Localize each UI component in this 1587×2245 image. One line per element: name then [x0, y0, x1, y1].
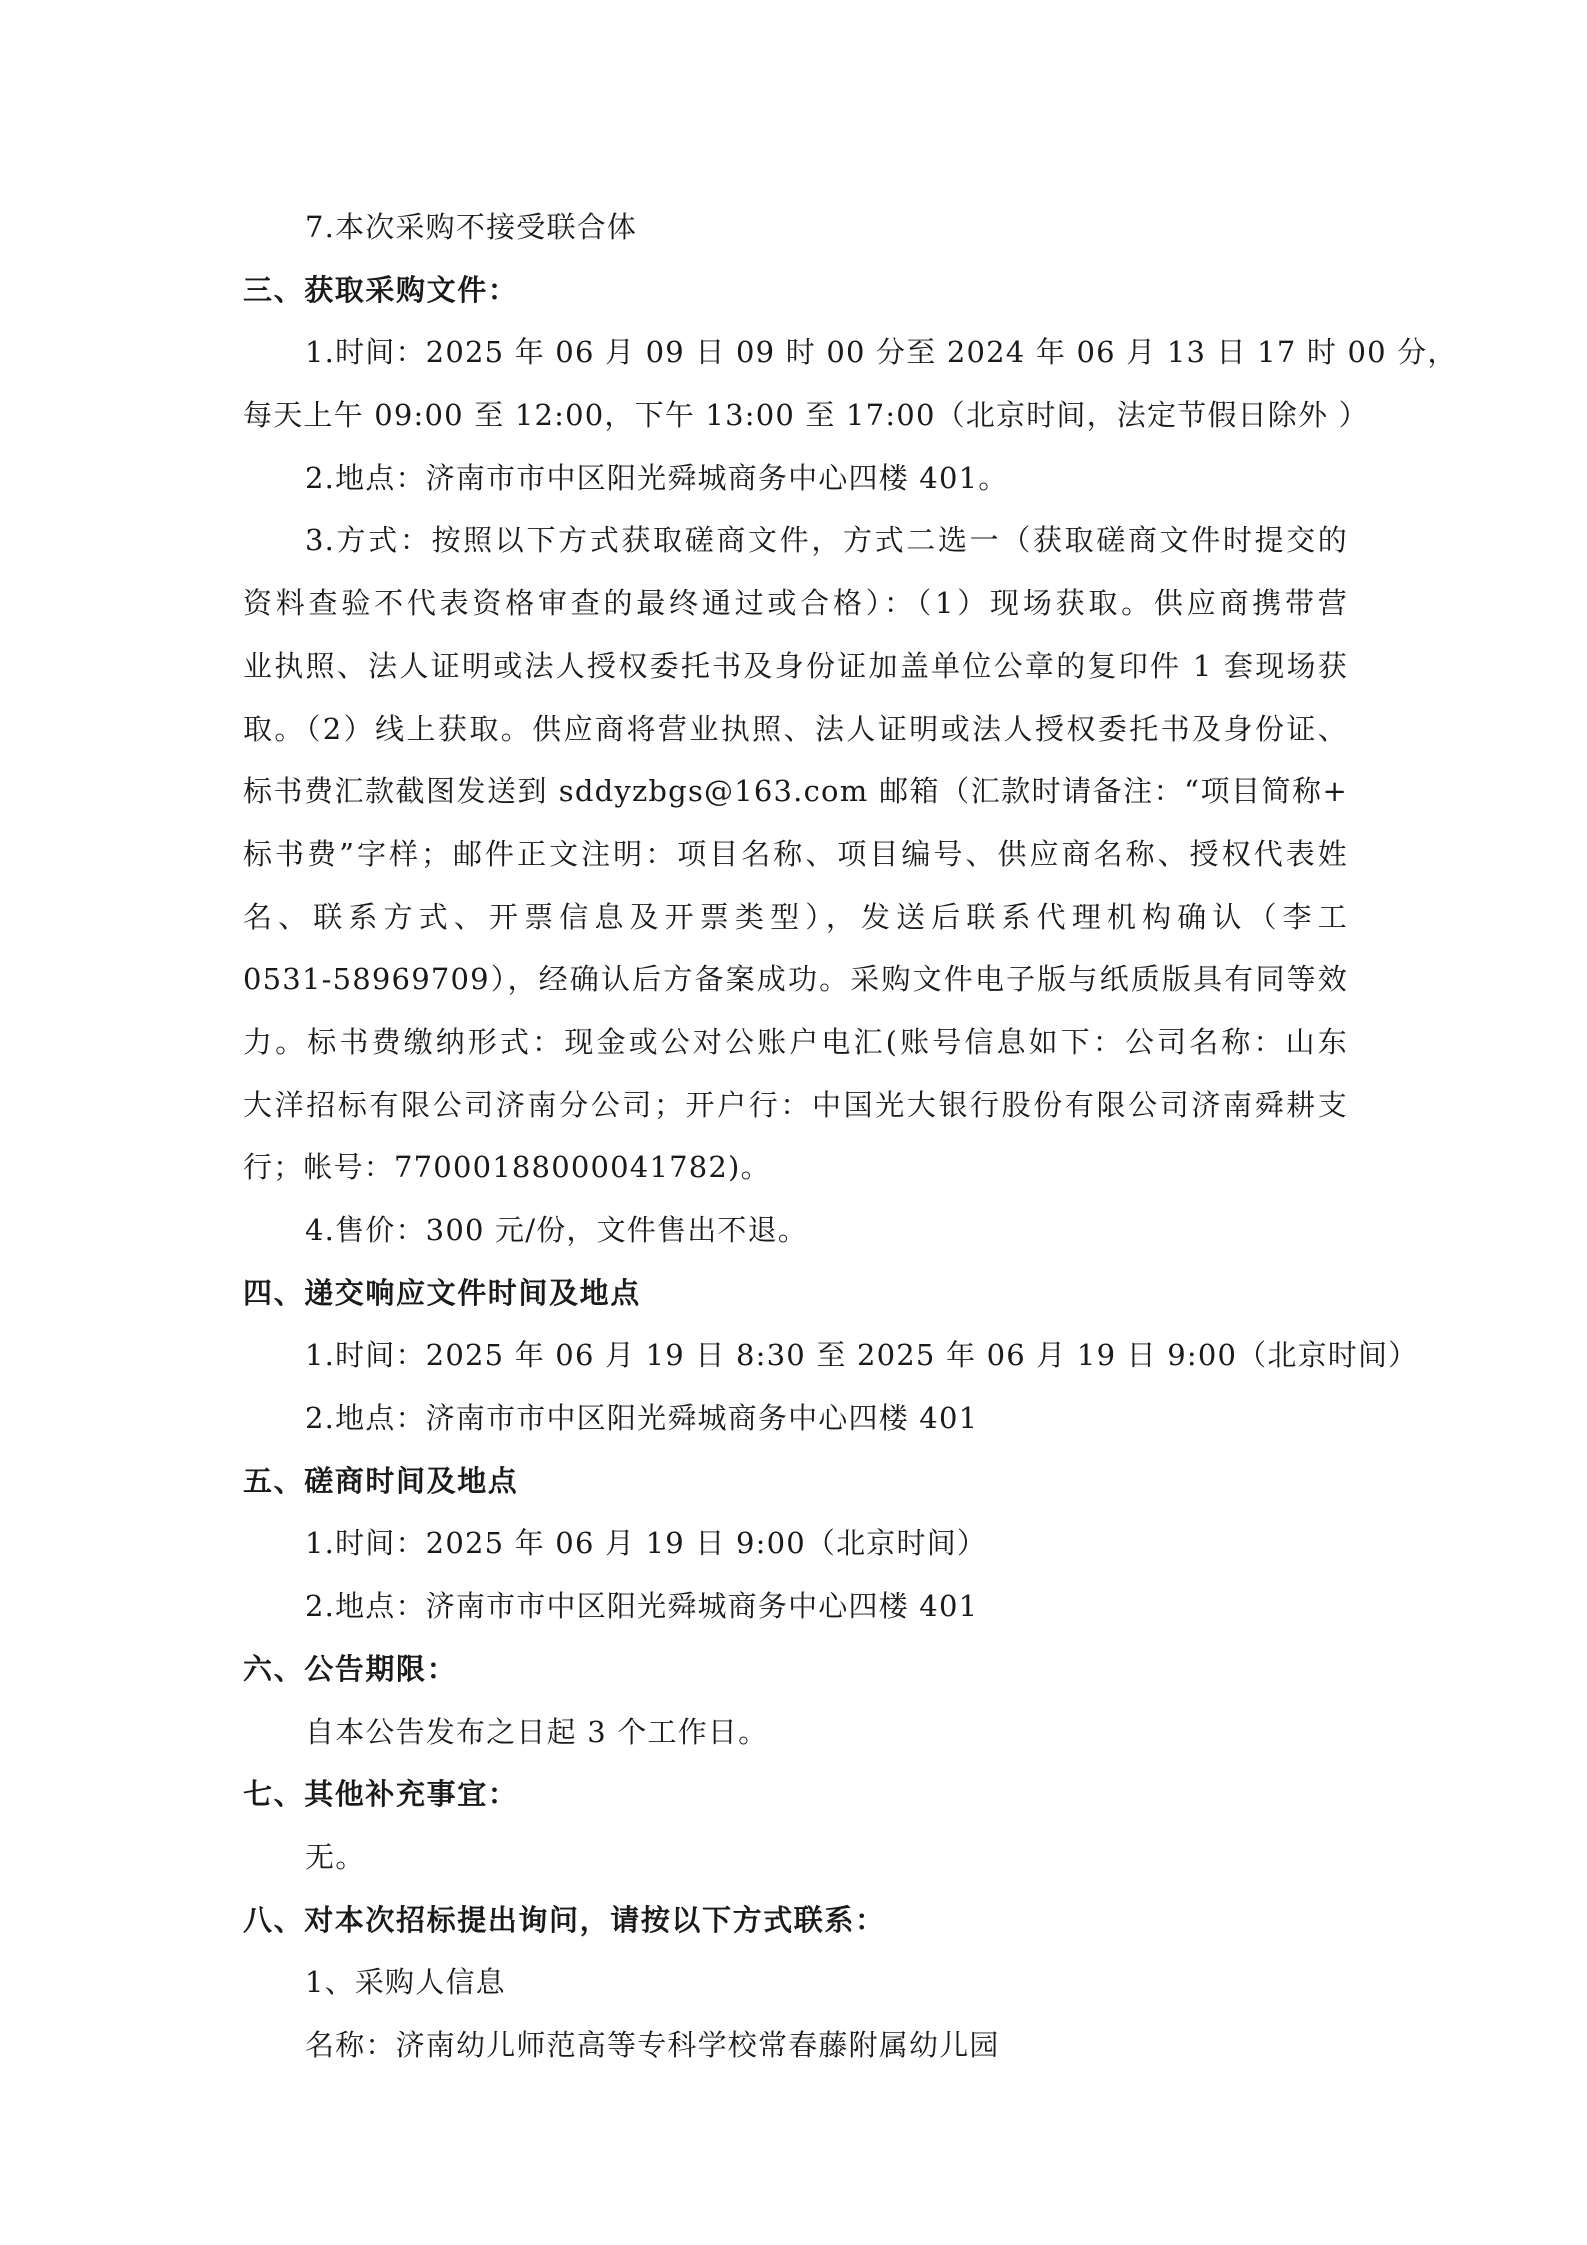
submission-time: 1.时间：2025 年 06 月 19 日 8:30 至 2025 年 06 月 19 日 9:00（北京时间） [305, 1338, 1419, 1373]
method-line: 大洋招标有限公司济南分公司；开户行：中国光大银行股份有限公司济南舜耕支 [243, 1087, 1348, 1122]
obtain-place: 2.地点：济南市市中区阳光舜城商务中心四楼 401。 [305, 460, 1009, 495]
negotiation-place: 2.地点：济南市市中区阳光舜城商务中心四楼 401 [305, 1589, 979, 1624]
section-heading-other-matters: 七、其他补充事宜： [243, 1777, 519, 1812]
method-line: 名、联系方式、开票信息及开票类型），发送后联系代理机构确认（李工 [243, 899, 1348, 934]
method-line: 标书费”字样；邮件正文注明：项目名称、项目编号、供应商名称、授权代表姓 [243, 836, 1348, 871]
obtain-time-line-1: 1.时间：2025 年 06 月 09 日 09 时 00 分至 2024 年 06 月 13 日 17 时 00 分， [305, 335, 1458, 370]
section-heading-negotiation: 五、磋商时间及地点 [243, 1463, 519, 1498]
section-heading-submission: 四、递交响应文件时间及地点 [243, 1275, 641, 1310]
method-line: 0531-58969709），经确认后方备案成功。采购文件电子版与纸质版具有同等效 [243, 962, 1348, 997]
section-heading-inquiries: 八、对本次招标提出询问，请按以下方式联系： [243, 1902, 886, 1937]
method-line: 资料查验不代表资格审查的最终通过或合格）：（1）现场获取。供应商携带营 [243, 586, 1348, 621]
obtain-method-paragraph [243, 509, 1348, 1199]
section-heading-obtain-documents: 三、获取采购文件： [243, 272, 519, 307]
method-line: 业执照、法人证明或法人授权委托书及身份证加盖单位公章的复印件 1 套现场获 [243, 648, 1348, 683]
method-line: 力。标书费缴纳形式：现金或公对公账户电汇(账号信息如下：公司名称：山东 [243, 1024, 1348, 1059]
section-heading-announcement-period: 六、公告期限： [243, 1651, 458, 1686]
document-body [243, 196, 1458, 2077]
purchaser-info-heading: 1、采购人信息 [305, 1965, 506, 2000]
method-line: 取。（2）线上获取。供应商将营业执照、法人证明或法人授权委托书及身份证、 [243, 711, 1348, 746]
consortium-clause: 7.本次采购不接受联合体 [305, 210, 638, 244]
method-line: 3.方式：按照以下方式获取磋商文件，方式二选一（获取磋商文件时提交的 [305, 523, 1348, 558]
purchaser-name: 名称：济南幼儿师范高等专科学校常春藤附属幼儿园 [305, 2027, 1000, 2062]
negotiation-time: 1.时间：2025 年 06 月 19 日 9:00（北京时间） [305, 1526, 988, 1561]
method-line: 行；帐号：77000188000041782)。 [243, 1150, 771, 1185]
submission-place: 2.地点：济南市市中区阳光舜城商务中心四楼 401 [305, 1401, 979, 1436]
document-price: 4.售价：300 元/份，文件售出不退。 [305, 1213, 809, 1247]
other-matters-text: 无。 [305, 1839, 366, 1874]
announcement-period-text: 自本公告发布之日起 3 个工作日。 [305, 1714, 769, 1749]
method-line: 标书费汇款截图发送到 sddyzbgs@163.com 邮箱（汇款时请备注：“项目简称+ [243, 774, 1348, 809]
obtain-time-line-2: 每天上午 09:00 至 12:00，下午 13:00 至 17:00（北京时间，法定节假日除外 ） [243, 398, 1369, 433]
